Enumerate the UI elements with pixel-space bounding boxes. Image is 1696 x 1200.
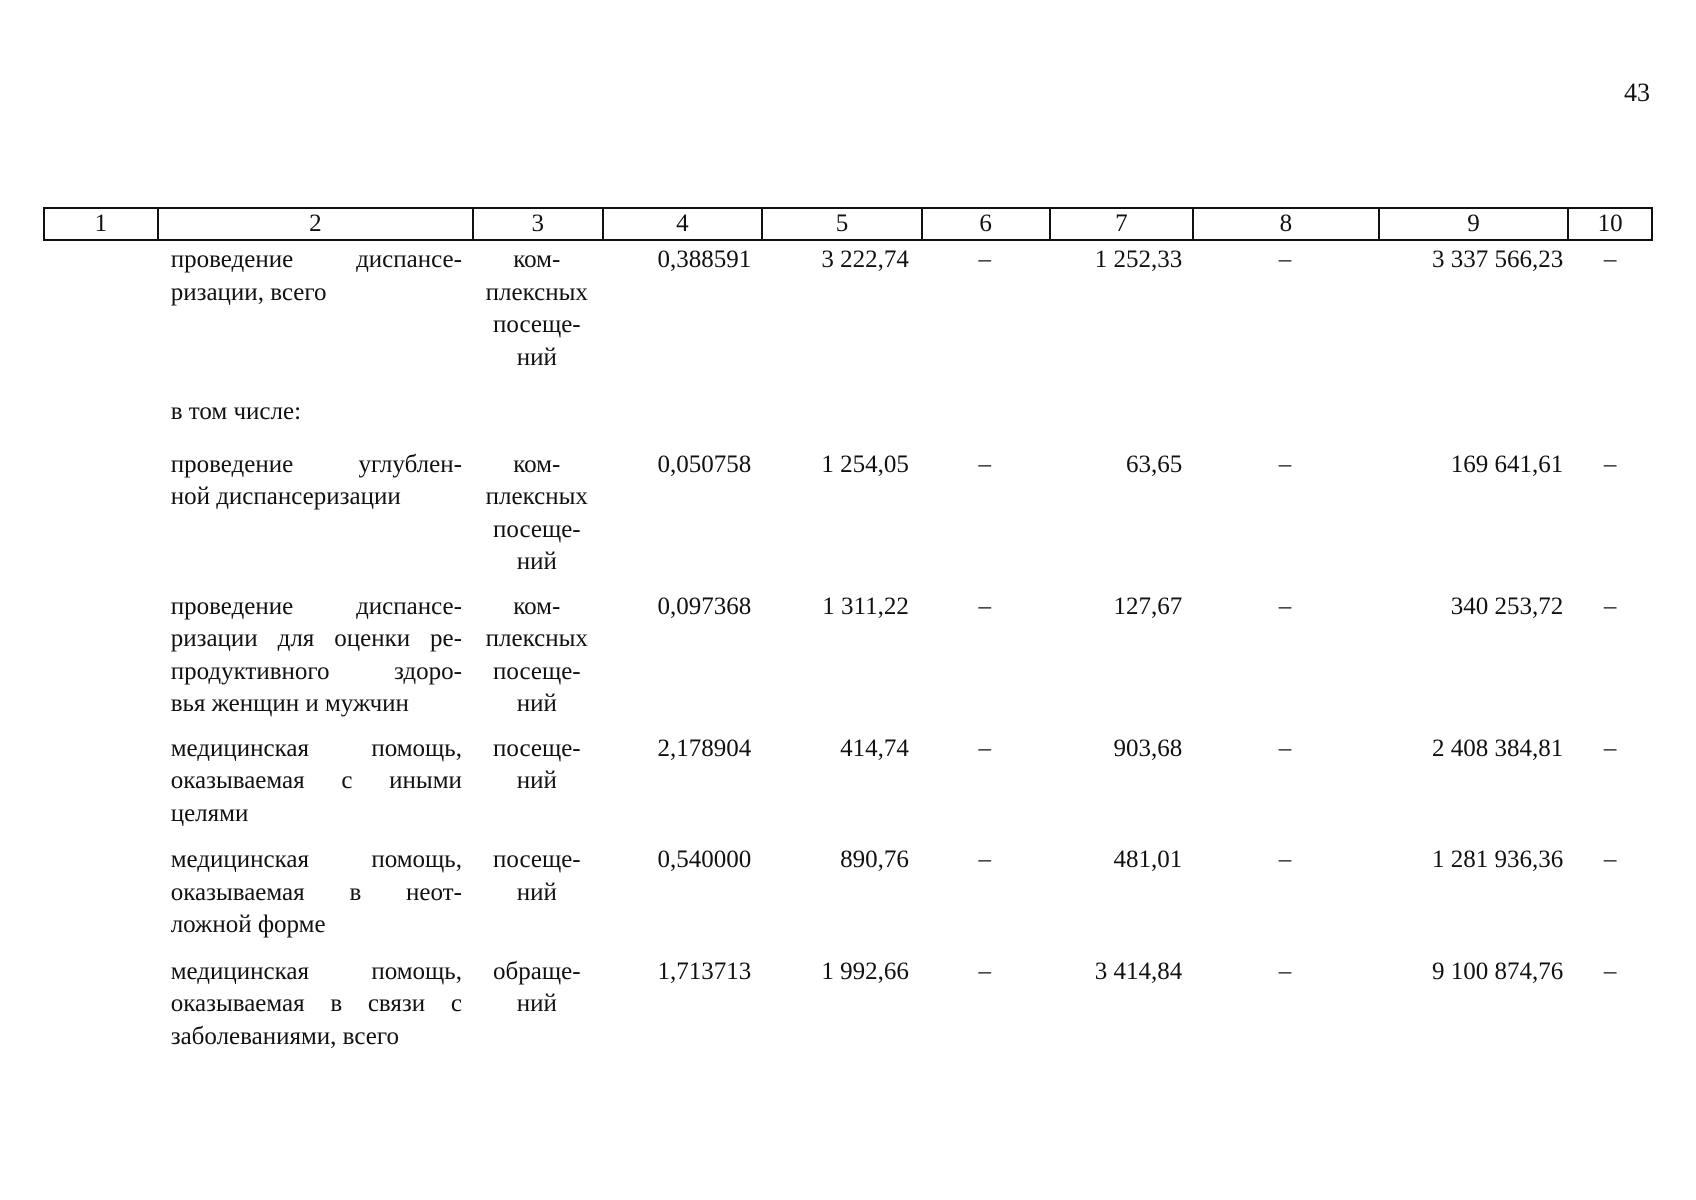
cell-col-5: 1 311,22 [822, 592, 909, 620]
service-name-line: оказываемая с иными [170, 767, 462, 794]
cell-col-4: 2,178904 [657, 734, 752, 762]
cell-unit: ком- плексных посеще- ний [485, 246, 588, 371]
cell-col-9: 340 253,72 [1450, 592, 1564, 620]
header-cell-4: 4 [604, 209, 764, 239]
page-number: 43 [1624, 78, 1650, 107]
service-name-line: медицинская помощь, [170, 957, 462, 985]
cell-col-6: – [978, 592, 991, 620]
cell-unit: посеще- ний [492, 846, 581, 906]
cell-unit: посеще- ний [492, 734, 581, 794]
cell-col-5: 890,76 [840, 846, 909, 873]
cell-service-name [157, 956, 472, 1054]
service-name-line: оказываемая в неот- [170, 878, 462, 906]
cell-unit: обраще- ний [493, 957, 581, 1017]
header-cell-10: 10 [1597, 210, 1623, 237]
service-name-line: медицинская помощь, [170, 846, 462, 873]
cell-col-4: 1,713713 [657, 957, 752, 985]
cell-col-8: – [1278, 846, 1292, 873]
cell-col-9: 9 100 874,76 [1431, 957, 1564, 985]
cell-number [43, 244, 157, 374]
cell-col-9: 2 408 384,81 [1431, 734, 1564, 762]
cell-number [43, 396, 157, 429]
cell-col-8: – [1278, 450, 1292, 478]
cell-col-4: 0,097368 [657, 592, 752, 620]
cell-col-10: – [1603, 846, 1617, 873]
cell-col-6 [921, 396, 1049, 429]
cell-col-6: – [978, 450, 991, 478]
header-cell-8: 8 [1194, 209, 1380, 239]
cell-number [43, 591, 157, 721]
cell-col-8: – [1278, 734, 1292, 762]
cell-col-4 [602, 396, 762, 429]
cell-col-5 [761, 396, 921, 429]
service-name-line: целями [170, 799, 249, 827]
cell-number [43, 844, 157, 942]
cell-col-10: – [1603, 592, 1617, 620]
cell-col-9: 3 337 566,23 [1431, 246, 1564, 273]
cell-service-name [157, 449, 472, 579]
cell-col-9 [1378, 396, 1568, 429]
service-name-line: проведение диспансе- [170, 246, 462, 273]
cell-col-5: 1 254,05 [821, 450, 909, 478]
cell-col-5: 414,74 [840, 734, 909, 762]
service-name-line: проведение диспансе- [170, 592, 462, 620]
cell-col-9: 1 281 936,36 [1431, 846, 1564, 873]
cell-col-7: 1 252,33 [1094, 246, 1183, 273]
cell-col-6: – [978, 957, 991, 985]
cell-number [43, 956, 157, 1054]
service-name-line: ризации, всего [170, 278, 327, 306]
cell-col-7 [1049, 396, 1193, 429]
cell-col-7: 481,01 [1113, 846, 1183, 873]
cell-col-10 [1567, 396, 1653, 429]
table-row [43, 244, 1653, 374]
cell-service-name [157, 591, 472, 721]
service-name-line: вья женщин и мужчин [170, 690, 409, 717]
service-name-line: медицинская помощь, [170, 734, 462, 762]
cell-number [43, 733, 157, 831]
cell-col-10: – [1603, 734, 1617, 762]
cell-service-name [157, 396, 472, 429]
cell-col-9: 169 641,61 [1450, 450, 1564, 478]
service-name-line: ложной форме [170, 911, 326, 938]
cell-col-8: – [1278, 957, 1292, 985]
table-row [43, 733, 1653, 831]
cell-service-name [157, 844, 472, 942]
table-row [43, 449, 1653, 579]
cell-col-10: – [1603, 957, 1617, 985]
cell-unit [472, 396, 602, 429]
header-cell-7: 7 [1051, 209, 1195, 239]
cell-col-8 [1192, 396, 1378, 429]
table-header-row [43, 207, 1653, 241]
cell-col-8: – [1278, 592, 1292, 620]
cell-col-5: 3 222,74 [821, 246, 909, 273]
header-cell-1: 1 [45, 209, 159, 239]
table-row [43, 956, 1653, 1054]
service-name-line: заболеваниями, всего [170, 1022, 399, 1050]
service-name-line: ризации для оценки ре- [170, 625, 462, 652]
header-cell-9: 9 [1380, 209, 1570, 239]
cell-service-name [157, 733, 472, 831]
cell-col-7: 903,68 [1113, 734, 1183, 762]
cell-col-4: 0,050758 [657, 450, 752, 478]
cell-col-6: – [978, 246, 991, 273]
cell-col-7: 63,65 [1125, 450, 1183, 478]
table-row [43, 396, 1653, 429]
cell-unit: ком- плексных посеще- ний [485, 592, 588, 717]
table-body [43, 244, 1653, 1053]
cell-col-5: 1 992,66 [821, 957, 909, 985]
cell-col-6: – [978, 734, 991, 762]
header-cell-3: 3 [474, 209, 604, 239]
cell-col-7: 127,67 [1113, 592, 1183, 620]
service-name-line: проведение углублен- [170, 450, 462, 478]
cell-col-4: 0,540000 [657, 846, 752, 873]
cell-col-4: 0,388591 [657, 246, 752, 273]
service-name-line: ной диспансеризации [170, 483, 401, 510]
cell-col-6: – [978, 846, 991, 873]
cell-col-8: – [1278, 246, 1292, 273]
cell-col-10: – [1603, 246, 1617, 273]
cell-col-7: 3 414,84 [1094, 957, 1183, 985]
table-row [43, 844, 1653, 942]
cell-service-name [157, 244, 472, 374]
table-row [43, 591, 1653, 721]
service-name-line: оказываемая в связи с [170, 990, 462, 1017]
cell-col-10: – [1603, 450, 1617, 478]
header-cell-6: 6 [923, 209, 1051, 239]
header-cell-2: 2 [159, 209, 474, 239]
cell-number [43, 449, 157, 579]
service-name-line: продуктивного здоро- [170, 657, 462, 685]
cell-unit: ком- плексных посеще- ний [485, 450, 588, 575]
header-cell-5: 5 [763, 209, 923, 239]
service-name-line: в том числе: [170, 398, 302, 425]
